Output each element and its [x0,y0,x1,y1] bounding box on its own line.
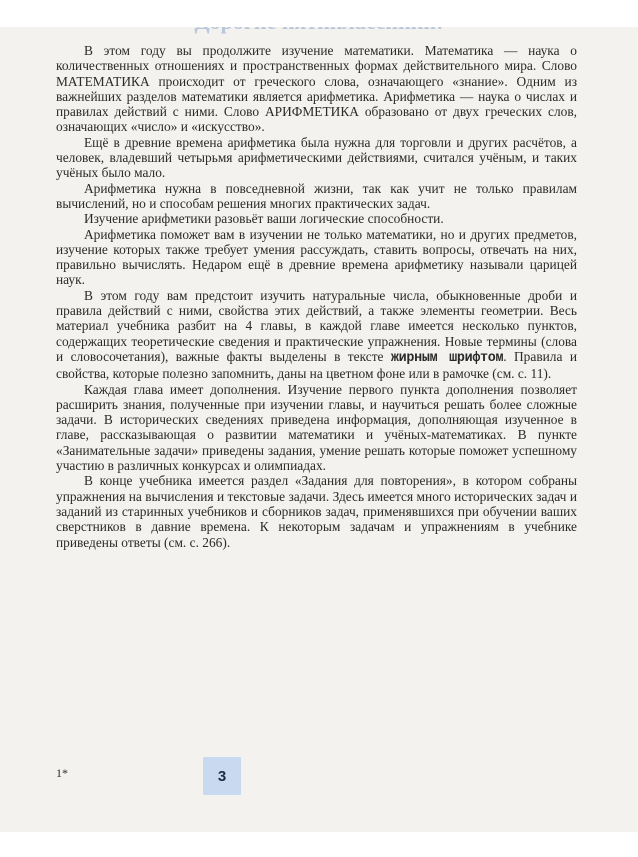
paragraph-7: Каждая глава имеет дополнения. Изучение первого пункта дополнения позволяет расширить знания, полученные при изучении главы, и научиться решать более сложные задачи. В исторических сведениях приведена информация, дополняющая изученное в главе, рассказывающая о развитии математики и учёных-математиках. В пункте «Занимательные задачи» приведены задания, умение решать которые поможет успешному участию в различных конкурсах и олимпиадах. [56,381,577,474]
page-number: 3 [217,767,227,785]
paragraph-6-end: . Правила и свойства, которые полезно запомнить, даны на цветном фоне или в рамочке (см. с. 11). [56,348,577,382]
top-margin [0,0,638,27]
bottom-margin [0,832,638,857]
paragraph-3: Арифметика нужна в повседневной жизни, так как учит не только правилам вычислений, но и способам решения многих практических задач. [56,180,577,211]
page-number-badge [203,757,241,795]
paragraph-8: В конце учебника имеется раздел «Задания для повторения», в котором собраны упражнения на вычисления и текстовые задачи. Здесь имеется много исторических задач и заданий из старинных учебников и сборников задач, применявшихся при обучении ваших сверстников в давние времена. К некоторым задачам и упражнениям в учебнике приведены ответы (см. с. 266). [56,473,577,550]
bold-term: жирным шрифтом [390,350,504,366]
paragraph-2: Ещё в древние времена арифметика была нужна для торговли и других расчётов, а человек, владевший четырьмя арифметическими действиями, считался учёным, и таких учёных было мало. [56,134,577,181]
body-text [56,43,577,550]
paragraph-4: Изучение арифметики разовьёт ваши логические способности. [84,211,444,227]
signature-mark: 1* [56,766,68,780]
book-page [0,27,638,832]
paragraph-5: Арифметика поможет вам в изучении не только математики, но и других предметов, изучение которых также требует умения рассуждать, ставить вопросы, отвечать на них, правильно вычислять. Недаром ещё в древние времена арифметику называли царицей наук. [56,226,577,288]
paragraph-6 [56,288,577,382]
paragraph-1: В этом году вы продолжите изучение математики. Математика — наука о количественных отношениях и пространственных формах действительного мира. Слово МАТЕМАТИКА происходит от греческого слова, означающего «знание». Одним из важнейших разделов математики является арифметика. Арифметика — наука о числах и правилах действий с ними. Слово АРИФМЕТИКА образовано от двух греческих слов, означающих «число» и «искусство». [56,43,577,135]
paragraph-6-start: В этом году вам предстоит изучить натуральные числа, обыкновенные дроби и правила действий с ними, свойства этих действий, а также элементы геометрии. Весь материал учебника разбит на 4 главы, в каждой главе имеется несколько пунктов, содержащих теоретические сведения и практические упражнения. Новые термины (слова и словосочетания), важные факты выделены в тексте [56,287,577,364]
